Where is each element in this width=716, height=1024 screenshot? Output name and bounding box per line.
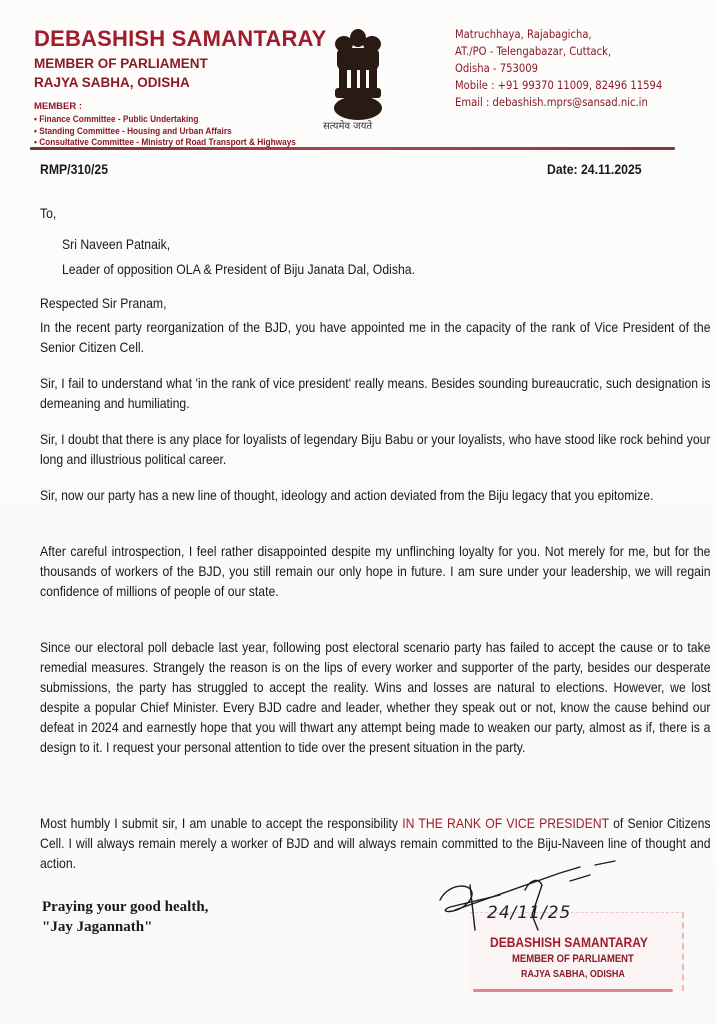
sender-title: MEMBER OF PARLIAMENT bbox=[34, 56, 208, 71]
salutation: Respected Sir Pranam, bbox=[40, 296, 167, 311]
committee-item: • Finance Committee - Public Undertaking bbox=[34, 114, 310, 126]
closing-block bbox=[42, 897, 208, 937]
committee-item: • Consultative Committee - Ministry of Road Transport & Highways bbox=[34, 137, 310, 149]
addressee-block bbox=[62, 232, 415, 282]
sender-house: RAJYA SABHA, ODISHA bbox=[34, 75, 190, 90]
mobile-line: Mobile : +91 99370 11009, 82496 11594 bbox=[455, 78, 663, 92]
address-line: AT./PO - Telengabazar, Cuttack, bbox=[455, 44, 612, 58]
body-paragraph: Sir, now our party has a new line of thought, ideology and action deviated from the Biju legacy that you epitomize. bbox=[40, 488, 654, 503]
reference-number: RMP/310/25 bbox=[40, 162, 109, 177]
address-line: Odisha - 753009 bbox=[455, 61, 539, 75]
closing-line: "Jay Jagannath" bbox=[42, 919, 153, 935]
final-text-after: of Senior Citizens Cell. I will always remain merely a worker of BJD and will always remain committed to the Biju-Naveen line of thought and action. bbox=[40, 816, 711, 871]
email-line: Email : debashish.mprs@sansad.nic.in bbox=[455, 95, 648, 109]
stamp-house: RAJYA SABHA, ODISHA bbox=[521, 969, 625, 980]
body-paragraph: Sir, I doubt that there is any place for loyalists of legendary Biju Babu or your loyalists, who have stood like rock behind your long and illustrious political career. bbox=[40, 432, 711, 467]
stamp-title: MEMBER OF PARLIAMENT bbox=[512, 953, 634, 965]
letter-date: Date: 24.11.2025 bbox=[547, 162, 642, 177]
body-paragraph: Since our electoral poll debacle last year, following post electoral scenario party has failed to accept the cause or to take remedial measures. Strangely the reason is on the lips of every worker and supporter of the party, besides our desperate submissions, the party has struggled to accept the reality. Wins and losses are natural to elections. However, we lost despite a popular Chief Minister. Every BJD cadre and leader, whether they speak out or not, know the cause behind our defeat in 2024 and earnestly hope that you will thwart any attempt being made to weaken our party, almost as if, there is a design to it. I request your personal attention to tide over the present situation in the party. bbox=[40, 640, 711, 755]
letterhead-address bbox=[455, 26, 662, 111]
committee-list bbox=[34, 114, 334, 149]
address-line: Matruchhaya, Rajabagicha, bbox=[455, 27, 592, 41]
body-paragraph: Sir, I fail to understand what 'in the rank of vice president' really means. Besides sounding bureaucratic, such designation is demeaning and humiliating. bbox=[40, 376, 711, 411]
emblem-motto: सत्यमेव जयते bbox=[323, 121, 373, 132]
body-paragraph: In the recent party reorganization of the BJD, you have appointed me in the capacity of the rank of Vice President of the Senior Citizen Cell. bbox=[40, 320, 711, 355]
handwritten-date: 24/11/25 bbox=[487, 903, 572, 923]
body-paragraph: After careful introspection, I feel rather disappointed despite my unflinching loyalty for you. Not merely for me, but for the thousands of workers of the BJD, you still remain our only hope in future. I am sure under your leadership, we will regain confidence of millions of people of our state. bbox=[40, 544, 711, 599]
letterhead-divider bbox=[30, 147, 675, 150]
to-label: To, bbox=[40, 206, 57, 221]
closing-line: Praying your good health, bbox=[42, 899, 209, 915]
addressee-designation: Leader of opposition OLA & President of Biju Janata Dal, Odisha. bbox=[62, 262, 415, 277]
member-label: MEMBER : bbox=[34, 101, 83, 112]
stamp-underline bbox=[473, 989, 673, 992]
letterhead-left bbox=[34, 26, 334, 149]
sender-name: DEBASHISH SAMANTARAY bbox=[34, 26, 327, 51]
addressee-name: Sri Naveen Patnaik, bbox=[62, 237, 171, 252]
committee-item: • Standing Committee - Housing and Urban Affairs bbox=[34, 126, 310, 138]
stamp-name: DEBASHISH SAMANTARAY bbox=[490, 934, 648, 950]
final-text-before: Most humbly I submit sir, I am unable to accept the responsibility bbox=[40, 816, 403, 831]
highlighted-rank: IN THE RANK OF VICE PRESIDENT bbox=[402, 816, 609, 831]
